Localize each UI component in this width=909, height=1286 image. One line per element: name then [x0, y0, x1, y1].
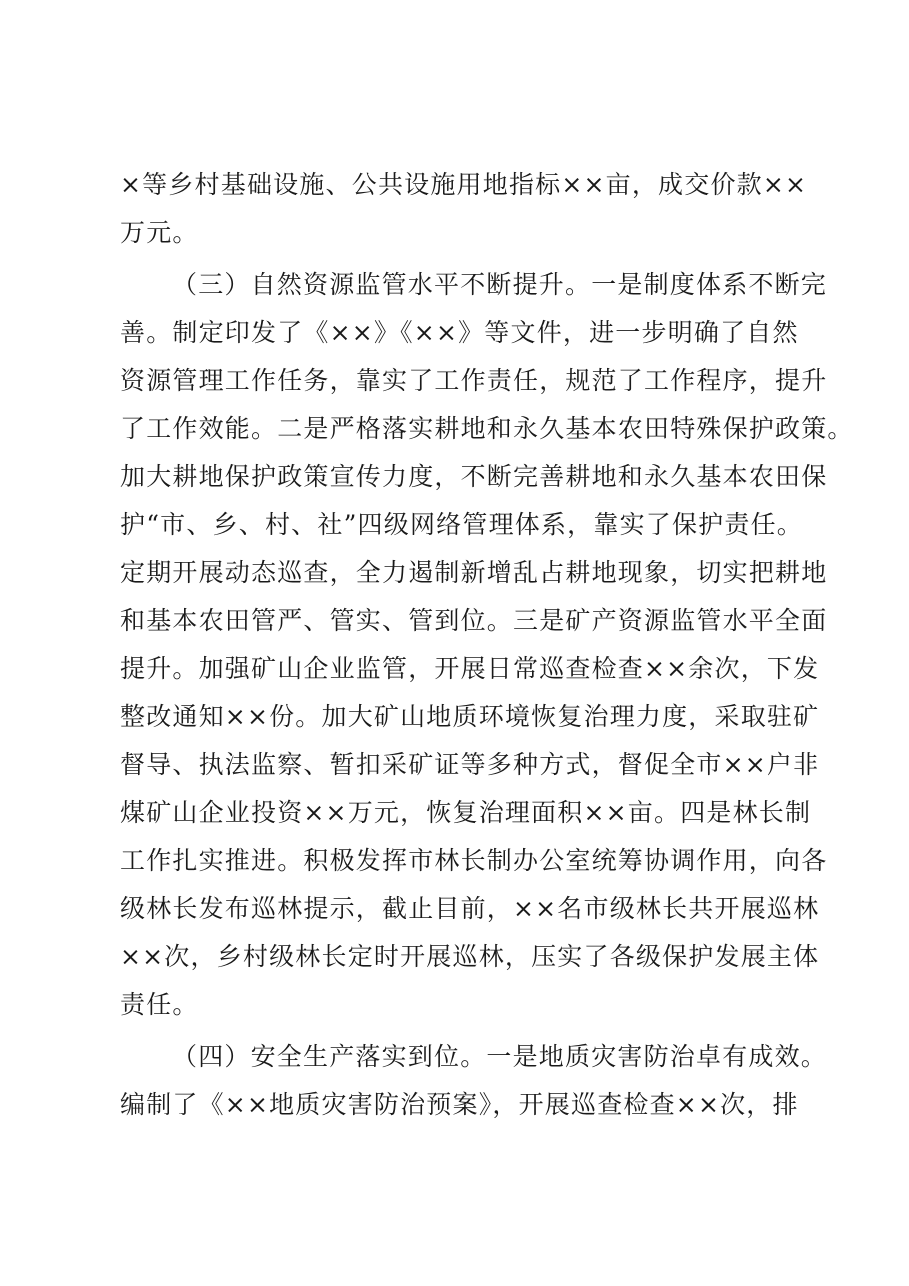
text-line: 加大耕地保护政策宣传力度，不断完善耕地和永久基本农田保 [120, 462, 828, 491]
text-line: 整改通知××份。加大矿山地质环境恢复治理力度，采取驻矿 [120, 702, 820, 731]
text-line: ×等乡村基础设施、公共设施用地指标××亩，成交价款×× [120, 170, 808, 199]
text-line: ××次，乡村级林长定时开展巡林，压实了各级保护发展主体 [120, 942, 820, 971]
text-line: 煤矿山企业投资××万元，恢复治理面积××亩。四是林长制 [120, 798, 812, 827]
text-line: 和基本农田管严、管实、管到位。三是矿产资源监管水平全面 [120, 606, 828, 635]
text-line: 编制了《××地质灾害防治预案》，开展巡查检查××次，排 [120, 1090, 799, 1119]
text-line: 了工作效能。二是严格落实耕地和永久基本农田特殊保护政策。 [120, 414, 854, 443]
text-line: 资源管理工作任务，靠实了工作责任，规范了工作程序，提升 [120, 366, 828, 395]
text-line: 级林长发布巡林提示，截止目前，××名市级林长共开展巡林 [120, 894, 820, 923]
text-line: 提升。加强矿山企业监管，开展日常巡查检查××余次，下发 [120, 654, 820, 683]
text-line: 责任。 [120, 990, 199, 1019]
text-line: 工作扎实推进。积极发挥市林长制办公室统筹协调作用，向各 [120, 846, 828, 875]
section-heading-line: （三）自然资源监管水平不断提升。一是制度体系不断完 [172, 270, 828, 299]
text-line: 护“市、乡、村、社”四级网络管理体系，靠实了保护责任。 [120, 510, 803, 539]
section-heading-line: （四）安全生产落实到位。一是地质灾害防治卓有成效。 [172, 1042, 828, 1071]
text-line: 定期开展动态巡查，全力遏制新增乱占耕地现象，切实把耕地 [120, 558, 828, 587]
text-line: 督导、执法监察、暂扣采矿证等多种方式，督促全市××户非 [120, 750, 820, 779]
text-line: 万元。 [120, 218, 199, 247]
text-line: 善。制定印发了《××》《××》等文件，进一步明确了自然 [120, 318, 799, 347]
